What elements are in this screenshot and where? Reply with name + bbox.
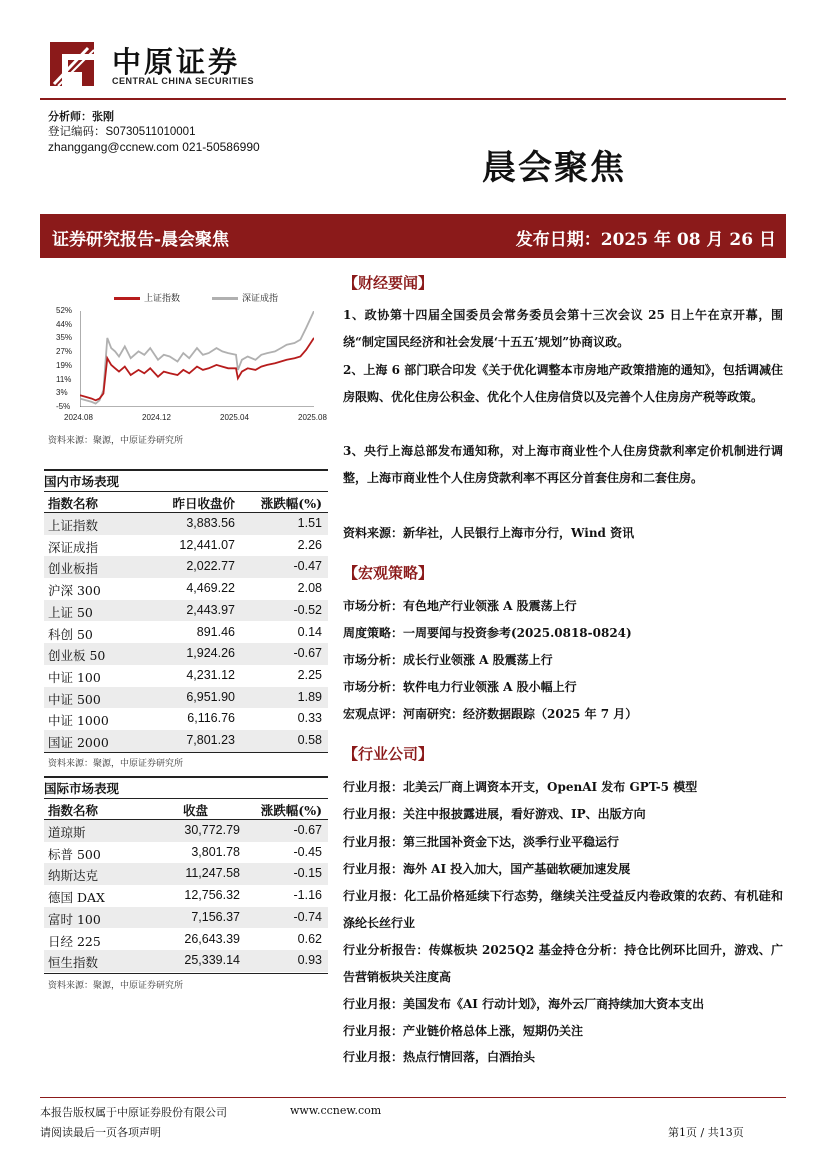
y-tick-label: 3% — [56, 388, 68, 398]
domestic-row — [44, 513, 328, 535]
intl-index-name: 纳斯达克 — [48, 868, 99, 884]
domestic-change-value: 0.33 — [297, 711, 322, 726]
domestic-row — [44, 643, 328, 665]
intl-source: 资料来源：聚源，中原证券研究所 — [48, 981, 184, 991]
intl-change-value: -0.45 — [293, 844, 322, 859]
domestic-close-value: 2,022.77 — [186, 559, 235, 574]
intl-row — [44, 907, 328, 929]
intl-change-value: -0.67 — [293, 823, 322, 837]
domestic-header-row — [44, 491, 328, 513]
domestic-index-name: 国证 2000 — [48, 735, 109, 750]
domestic-row — [44, 708, 328, 730]
intl-index-name: 德国 DAX — [48, 890, 105, 906]
domestic-row — [44, 556, 328, 578]
domestic-top-rule — [44, 469, 328, 471]
domestic-index-name: 上证指数 — [48, 518, 99, 533]
header-rule — [40, 98, 786, 100]
legend-swatch-shanghai — [114, 297, 140, 300]
domestic-close-value: 12,441.07 — [179, 537, 235, 552]
intl-change-value: 0.62 — [297, 931, 322, 946]
domestic-change-value: 0.58 — [297, 733, 322, 747]
domestic-index-name: 中证 500 — [48, 691, 101, 707]
company-logo-icon — [48, 40, 96, 88]
legend-swatch-shenzhen — [212, 297, 238, 300]
domestic-close-value: 4,231.12 — [186, 667, 235, 682]
intl-change-value: -0.74 — [293, 909, 322, 924]
domestic-row — [44, 730, 328, 752]
banner-publish-date: 发布日期：2025 年 08 月 26 日 — [515, 230, 776, 250]
footer-disclaimer: 请阅读最后一页各项声明 — [40, 1126, 161, 1139]
intl-row — [44, 950, 328, 972]
domestic-change-value: 2.08 — [297, 581, 322, 596]
chart-source: 资料来源：聚源，中原证券研究所 — [48, 436, 184, 446]
intl-close-value: 12,756.32 — [184, 888, 240, 903]
domestic-row — [44, 687, 328, 709]
series-line-shenzhen — [80, 311, 314, 404]
domestic-change-value: 0.14 — [297, 624, 322, 639]
legend-label-shenzhen: 深证成指 — [242, 294, 279, 304]
intl-table-title: 国际市场表现 — [44, 781, 120, 796]
intl-index-name: 标普 500 — [48, 846, 101, 862]
news-item-1: 1、政协第十四届全国委员会常务委员会第十三次会议 25 日上午在京开幕，围绕“制定国民经济和社会发展‘十五五’规划”协商议政。 — [343, 308, 783, 349]
y-tick-label: 27% — [56, 347, 73, 357]
intl-header-close: 收盘 — [182, 803, 208, 818]
domestic-row — [44, 600, 328, 622]
intl-index-name: 日经 225 — [48, 933, 101, 949]
domestic-change-value: 2.25 — [297, 667, 322, 682]
report-title: 晨会聚焦 — [482, 148, 626, 188]
intl-row — [44, 885, 328, 907]
intl-header-row — [44, 798, 328, 820]
x-tick-label: 2025.08 — [298, 413, 327, 422]
domestic-change-value: 2.26 — [297, 537, 322, 552]
domestic-close-value: 3,883.56 — [186, 516, 235, 530]
macro-item-3: 市场分析：成长行业领涨 A 股震荡上行 — [343, 653, 553, 667]
domestic-change-value: 1.51 — [297, 516, 322, 530]
x-tick-label: 2025.04 — [220, 413, 249, 422]
domestic-change-value: 1.89 — [297, 689, 322, 704]
macro-heading: 【宏观策略】 — [343, 564, 434, 582]
intl-bottom-rule — [44, 973, 328, 974]
index-chart — [44, 285, 328, 433]
intl-close-value: 7,156.37 — [191, 909, 240, 924]
intl-header-name: 指数名称 — [48, 803, 99, 818]
banner-report-type: 证券研究报告-晨会聚焦 — [52, 230, 230, 250]
y-tick-label: 52% — [56, 306, 73, 315]
domestic-row — [44, 622, 328, 644]
x-tick-label: 2024.12 — [142, 413, 171, 422]
industry-item-6: 行业分析报告：传媒板块 2025Q2 基金持仓分析：持仓比例环比回升，游戏、广告营销板块关注度高 — [343, 943, 783, 984]
domestic-index-name: 创业板指 — [48, 561, 99, 577]
domestic-row — [44, 578, 328, 600]
macro-item-5: 宏观点评：河南研究：经济数据跟踪（2025 年 7 月） — [343, 707, 638, 721]
industry-item-1: 行业月报：北美云厂商上调资本开支，OpenAI 发布 GPT-5 模型 — [343, 780, 698, 794]
analyst-contact: zhanggang@ccnew.com 021-50586990 — [48, 140, 260, 154]
domestic-index-name: 中证 100 — [48, 669, 101, 685]
industry-item-5: 行业月报：化工品价格延续下行态势，继续关注受益反内卷政策的农药、有机硅和涤纶长丝行业 — [343, 889, 783, 930]
domestic-index-name: 科创 50 — [48, 626, 93, 642]
intl-index-name: 富时 100 — [48, 911, 101, 927]
intl-change-value: -1.16 — [293, 888, 322, 903]
industry-item-8: 行业月报：产业链价格总体上涨，短期仍关注 — [343, 1024, 584, 1038]
footer-page-number: 第1页 / 共13页 — [668, 1126, 744, 1139]
domestic-close-value: 6,951.90 — [186, 689, 235, 704]
legend-label-shanghai: 上证指数 — [144, 294, 181, 304]
domestic-index-name: 深证成指 — [48, 539, 99, 555]
y-tick-label: -5% — [56, 402, 71, 411]
intl-close-value: 26,643.39 — [184, 931, 240, 946]
domestic-close-value: 891.46 — [196, 624, 235, 639]
domestic-index-name: 沪深 300 — [48, 583, 101, 599]
intl-close-value: 3,801.78 — [191, 844, 240, 859]
domestic-close-value: 1,924.26 — [186, 646, 235, 661]
intl-row — [44, 863, 328, 885]
domestic-row — [44, 535, 328, 557]
intl-index-name: 恒生指数 — [48, 955, 99, 971]
macro-item-1: 市场分析：有色地产行业领涨 A 股震荡上行 — [343, 599, 577, 613]
domestic-change-value: -0.52 — [293, 602, 322, 617]
domestic-index-name: 上证 50 — [48, 604, 93, 620]
x-tick-label: 2024.08 — [64, 413, 93, 422]
intl-close-value: 30,772.79 — [184, 823, 240, 837]
intl-change-value: -0.15 — [293, 866, 322, 881]
intl-close-value: 25,339.14 — [184, 953, 240, 968]
domestic-header-name: 指数名称 — [48, 496, 99, 511]
domestic-row — [44, 665, 328, 687]
domestic-header-close: 昨日收盘价 — [172, 496, 235, 511]
macro-item-4: 市场分析：软件电力行业领涨 A 股小幅上行 — [343, 680, 577, 694]
y-tick-label: 35% — [56, 333, 73, 343]
domestic-close-value: 6,116.76 — [187, 711, 235, 726]
y-tick-label: 44% — [56, 319, 73, 329]
industry-item-2: 行业月报：关注中报披露进展，看好游戏、IP、出版方向 — [343, 807, 646, 821]
domestic-close-value: 2,443.97 — [186, 602, 235, 617]
industry-heading: 【行业公司】 — [343, 745, 434, 763]
macro-item-2: 周度策略：一周要闻与投资参考(2025.0818-0824) — [343, 626, 632, 640]
intl-close-value: 11,247.58 — [185, 866, 240, 881]
intl-header-change: 涨跌幅(%) — [260, 803, 322, 818]
domestic-index-name: 创业板 50 — [48, 648, 106, 664]
domestic-index-name: 中证 1000 — [48, 713, 109, 729]
industry-item-9: 行业月报：热点行情回落，白酒抬头 — [343, 1050, 536, 1064]
industry-item-4: 行业月报：海外 AI 投入加大，国产基础软硬加速发展 — [343, 862, 631, 876]
news-item-2: 2、上海 6 部门联合印发《关于优化调整本市房地产政策措施的通知》，包括调减住房限购、优化住房公积金、优化个人住房信贷以及完善个人住房房产税等政策。 — [343, 363, 783, 404]
intl-top-rule — [44, 776, 328, 778]
y-tick-label: 19% — [56, 360, 73, 370]
footer-copyright: 本报告版权属于中原证券股份有限公司 — [40, 1106, 227, 1119]
company-name-cn: 中原证券 — [112, 45, 241, 79]
domestic-header-change: 涨跌幅(%) — [260, 496, 322, 511]
intl-row — [44, 842, 328, 864]
analyst-name: 分析师：张刚 — [48, 110, 114, 123]
intl-index-name: 道琼斯 — [48, 825, 86, 840]
chart-plot-area — [80, 311, 314, 407]
report-banner — [40, 214, 786, 258]
intl-change-value: 0.93 — [297, 953, 322, 968]
domestic-table-title: 国内市场表现 — [44, 474, 120, 489]
company-name-en: CENTRAL CHINA SECURITIES — [112, 76, 255, 86]
domestic-source: 资料来源：聚源，中原证券研究所 — [48, 759, 184, 769]
intl-row — [44, 929, 328, 951]
registration-code: 登记编码：S0730511010001 — [48, 126, 196, 138]
industry-item-3: 行业月报：第三批国补资金下达，淡季行业平稳运行 — [343, 835, 620, 849]
domestic-close-value: 4,469.22 — [186, 581, 235, 596]
domestic-close-value: 7,801.23 — [186, 733, 235, 747]
footer-website[interactable]: www.ccnew.com — [290, 1104, 382, 1117]
intl-row — [44, 820, 328, 842]
domestic-change-value: -0.47 — [293, 559, 322, 574]
domestic-change-value: -0.67 — [293, 646, 322, 661]
news-heading: 【财经要闻】 — [343, 274, 434, 292]
footer-rule — [40, 1097, 786, 1098]
domestic-bottom-rule — [44, 752, 328, 753]
y-tick-label: 11% — [56, 374, 72, 384]
news-item-3: 3、央行上海总部发布通知称，对上海市商业性个人住房贷款利率定价机制进行调整，上海市商业性个人住房贷款利率不再区分首套住房和二套住房。 — [343, 444, 783, 485]
news-source: 资料来源：新华社，人民银行上海市分行，Wind 资讯 — [343, 526, 635, 540]
industry-item-7: 行业月报：美国发布《AI 行动计划》，海外云厂商持续加大资本支出 — [343, 997, 705, 1011]
